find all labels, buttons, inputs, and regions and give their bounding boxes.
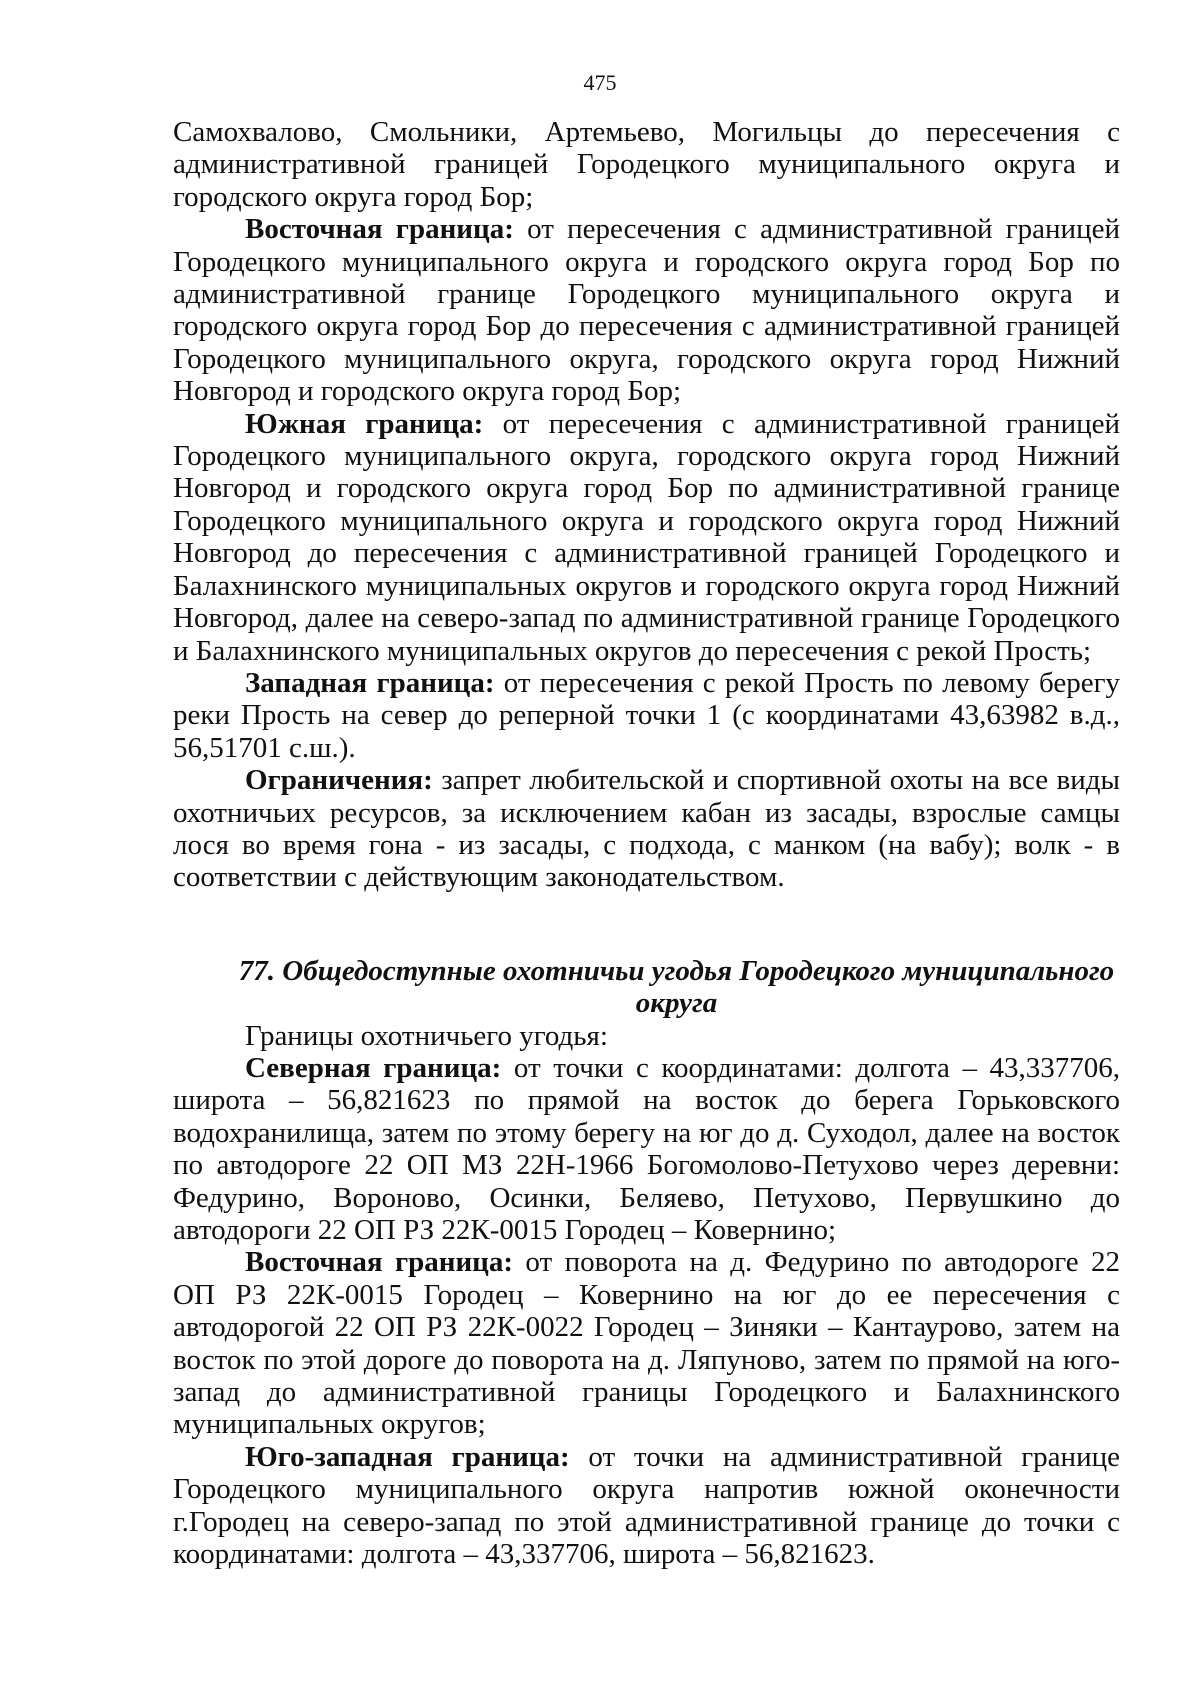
paragraph-text: от точки с координатами: долгота – 43,337706, широта – 56,821623 по прямой на восток до берега Горьковского водохранилища, затем по этому берегу на юг до д. Суходол, далее на восток по автодороге 22 ОП МЗ 22Н-1966 Богомолово-Петухово через деревни: Федурино, Вороново, Осинки, Беляево, Петухово, Первушкино до автодороги 22 ОП РЗ 22К-0015 Городец – Ковернино; <box>173 1051 1120 1246</box>
paragraph-text: от точки на административной границе Городецкого муниципального округа напротив южной оконечности г.Городец на северо-запад по этой административной границе до точки с координатами: долгота – 43,337706, широта – 56,821623. <box>173 1440 1120 1571</box>
paragraph-lead: Восточная граница: <box>245 1246 514 1279</box>
document-body <box>173 116 1120 1570</box>
paragraph-text: от пересечения с административной границей Городецкого муниципального округа и городского округа город Бор по административной границе Городецкого муниципального округа и городского округа город Бор до пересечения с административной границей Городецкого муниципального округа, городского округа город Нижний Новгород и городского округа город Бор; <box>173 213 1120 408</box>
paragraph-text: от пересечения с административной границей Городецкого муниципального округа, городского округа город Нижний Новгород и городского округа город Бор по административной границе Городецкого муниципального округа и городского округа город Нижний Новгород до пересечения с административной границей Городецкого и Балахнинского муниципальных округов и городского округа город Нижний Новгород, далее на северо-запад по административной границе Городецкого и Балахнинского муниципальных округов до пересечения с рекой Прость; <box>173 407 1120 667</box>
restrictions-paragraph <box>173 764 1120 894</box>
paragraph-text: запрет любительской и спортивной охоты на все виды охотничьих ресурсов, за исключением кабан из засады, взрослые самцы лося во время гона - из засады, с подхода, с манком (на вабу); волк - в соответствии с действующим законодательством. <box>173 764 1120 894</box>
paragraph-lead: Ограничения: <box>245 764 433 797</box>
section-heading: 77. Общедоступные охотничьи угодья Городецкого муниципального округа <box>238 954 1115 1020</box>
continuation-paragraph: Самохвалово, Смольники, Артемьево, Могильцы до пересечения с административной границей Городецкого муниципального округа и городского округа город Бор; <box>173 116 1120 213</box>
paragraph-text: от поворота на д. Федурино по автодороге 22 ОП РЗ 22К-0015 Городец – Ковернино на юг до ее пересечения с автодорогой 22 ОП РЗ 22К-0022 Городец – Зиняки – Кантаурово, затем на восток по этой дороге до поворота на д. Ляпуново, затем по прямой на юго-запад до административной границы Городецкого и Балахнинского муниципальных округов; <box>173 1246 1120 1441</box>
east-boundary-paragraph <box>173 1246 1120 1440</box>
southwest-boundary-paragraph <box>173 1441 1120 1571</box>
boundaries-intro: Границы охотничьего угодья: <box>245 1019 608 1052</box>
paragraph-lead: Северная граница: <box>245 1051 502 1084</box>
section-spacer <box>173 894 1120 955</box>
east-boundary-paragraph <box>173 213 1120 407</box>
paragraph-text: от пересечения с рекой Прость по левому берегу реки Прость на север до реперной точки 1 (с координатами 43,63982 в.д., 56,51701 с.ш.). <box>173 666 1121 764</box>
page-number: 475 <box>583 70 617 95</box>
paragraph-lead: Западная граница: <box>245 666 495 699</box>
north-boundary-paragraph <box>173 1052 1120 1246</box>
west-boundary-paragraph <box>173 667 1120 764</box>
paragraph-lead: Восточная граница: <box>245 213 514 246</box>
paragraph-lead: Юго-западная граница: <box>245 1440 570 1473</box>
paragraph-lead: Южная граница: <box>245 407 484 440</box>
south-boundary-paragraph <box>173 408 1120 667</box>
